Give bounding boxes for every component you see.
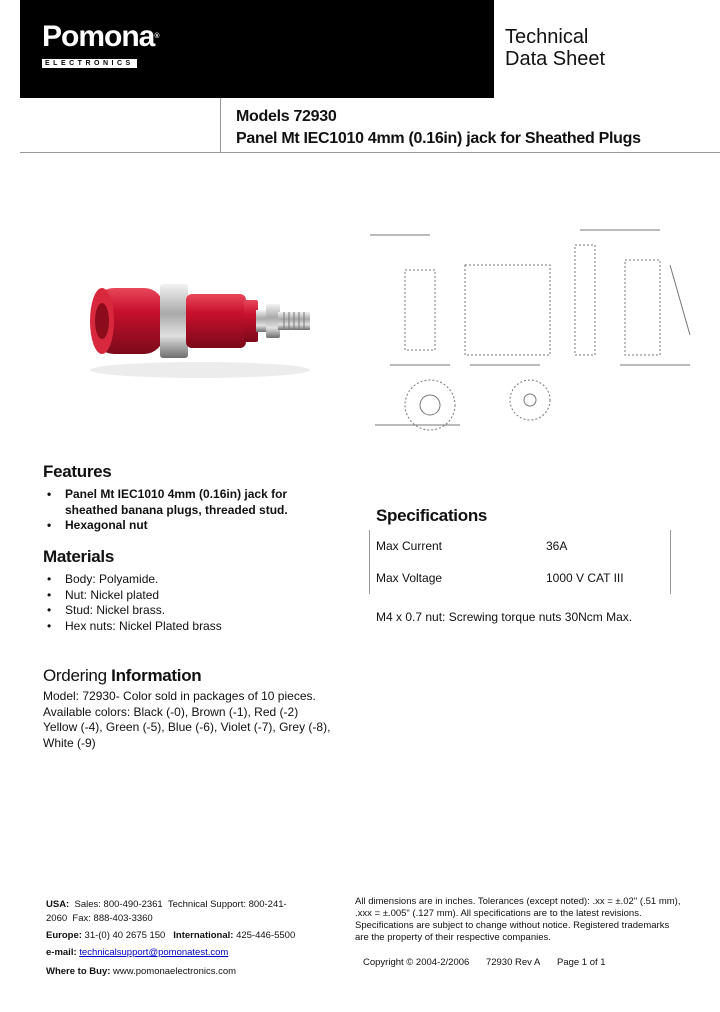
material-item: • Nut: Nickel plated xyxy=(43,588,343,604)
pomona-logo xyxy=(42,22,182,70)
disclaimer-line: .xxx = ±.005" (.127 mm). All specifications are to the latest revisions. xyxy=(355,908,642,919)
disclaimer-line: Specifications are subject to change without notice. Registered trademarks xyxy=(355,920,670,931)
features-heading: Features xyxy=(43,462,112,481)
usa-tech: Technical Support: 800-241- xyxy=(167,899,287,910)
europe-phone: 31-(0) 40 2675 150 xyxy=(84,930,166,941)
email-label: e-mail: xyxy=(46,947,77,958)
ordering-heading-light: Ordering xyxy=(43,666,112,685)
specifications-heading: Specifications xyxy=(376,506,488,525)
ordering-line: Available colors: Black (-0), Brown (-1), Red (-2) xyxy=(43,704,299,719)
copyright: Copyright © 2004-2/2006 xyxy=(363,957,470,968)
disclaimer-line: are the property of their respective companies. xyxy=(355,932,551,943)
feature-text-2: sheathed banana plugs, threaded stud. xyxy=(65,502,288,517)
usa-label: USA: xyxy=(46,899,70,910)
header-logo-block xyxy=(20,0,220,98)
ordering-heading xyxy=(43,666,201,686)
disclaimer xyxy=(355,896,690,944)
product-description: Panel Mt IEC1010 4mm (0.16in) jack for Sheathed Plugs xyxy=(236,130,641,147)
materials-heading: Materials xyxy=(43,547,115,566)
header-rule xyxy=(20,152,720,153)
ordering-line: Yellow (-4), Green (-5), Blue (-6), Violet (-7), Grey (-8), xyxy=(43,720,331,734)
jack-product-image xyxy=(80,270,330,380)
email-link[interactable]: technicalsupport@pomonatest.com xyxy=(79,947,229,958)
features-list xyxy=(43,487,343,534)
intl-phone: 425-446-5500 xyxy=(236,930,296,941)
product-title xyxy=(236,106,641,150)
doc-title xyxy=(505,26,605,70)
ordering-text xyxy=(43,689,343,751)
torque-note: M4 x 0.7 nut: Screwing torque nuts 30Ncm Max. xyxy=(376,610,633,624)
usa-fax: Fax: 888-403-3360 xyxy=(72,913,153,924)
usa-tech-cont: 2060 xyxy=(46,913,68,924)
title-divider xyxy=(220,98,221,152)
disclaimer-line: All dimensions are in inches. Tolerances (except noted): .xx = ±.02" (.51 mm), xyxy=(355,896,681,907)
feature-item: • Hexagonal nut xyxy=(43,518,343,534)
dimension-drawing xyxy=(370,215,705,440)
page-number: Page 1 of 1 xyxy=(556,957,606,968)
website-link[interactable]: www.pomonaelectronics.com xyxy=(113,966,237,977)
spec-label-current: Max Current xyxy=(376,539,443,553)
brand-sub: ELECTRONICS xyxy=(42,59,137,68)
doc-title-line1: Technical xyxy=(505,26,589,48)
spec-value-voltage: 1000 V CAT III xyxy=(546,571,624,585)
copyright-line xyxy=(363,957,620,968)
feature-item xyxy=(43,487,343,518)
brand-name: Pomona xyxy=(42,20,155,53)
ordering-line: White (-9) xyxy=(43,735,96,750)
europe-label: Europe: xyxy=(46,930,82,941)
specifications-table xyxy=(369,530,671,594)
material-item: • Stud: Nickel brass. xyxy=(43,603,343,619)
contact-info xyxy=(46,896,316,980)
intl-label: International: xyxy=(173,930,234,941)
spec-label-voltage: Max Voltage xyxy=(376,571,443,585)
model-title: Models 72930 xyxy=(236,108,337,125)
material-item: • Hex nuts: Nickel Plated brass xyxy=(43,619,343,635)
registered-mark: ® xyxy=(154,33,159,40)
usa-sales: Sales: 800-490-2361 xyxy=(74,899,163,910)
material-item: • Body: Polyamide. xyxy=(43,572,343,588)
spec-value-current: 36A xyxy=(546,539,568,553)
where-label: Where to Buy: xyxy=(46,966,111,977)
materials-list xyxy=(43,572,343,634)
ordering-heading-bold: Information xyxy=(111,666,202,685)
revision: 72930 Rev A xyxy=(485,957,541,968)
ordering-line: Model: 72930- Color sold in packages of 10 pieces. xyxy=(43,689,316,703)
doc-title-line2: Data Sheet xyxy=(505,48,606,70)
feature-text-1: Panel Mt IEC1010 4mm (0.16in) jack for xyxy=(65,487,288,501)
header-band xyxy=(220,0,492,98)
